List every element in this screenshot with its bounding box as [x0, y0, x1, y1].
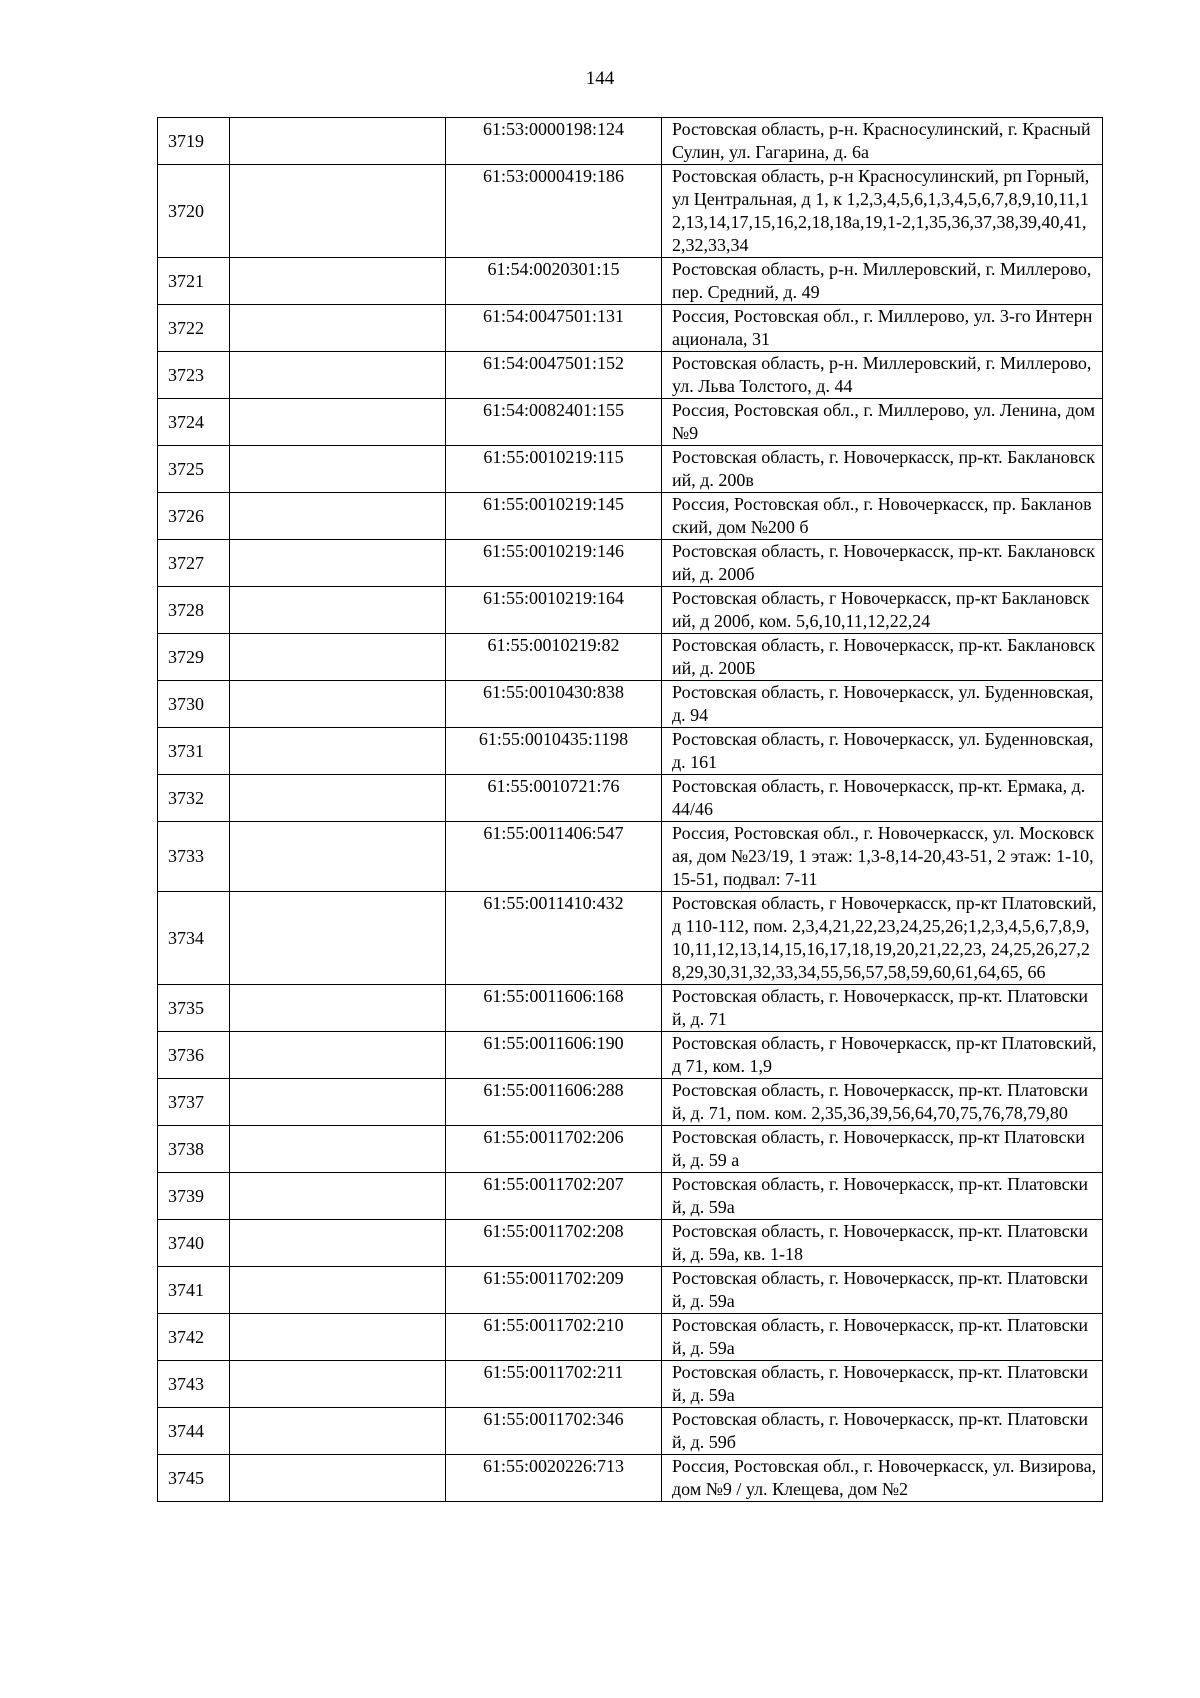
empty-cell	[230, 775, 446, 822]
cadastral-number-cell: 61:55:0011406:547	[446, 822, 662, 892]
address-cell: Ростовская область, г. Новочеркасск, ул. Буденновская, д. 161	[662, 728, 1103, 775]
cadastral-number-cell: 61:55:0010721:76	[446, 775, 662, 822]
cadastral-number-cell: 61:55:0011702:206	[446, 1126, 662, 1173]
row-number-cell: 3720	[158, 165, 230, 258]
table-row	[158, 1220, 1103, 1267]
cadastral-number-cell: 61:55:0011702:207	[446, 1173, 662, 1220]
table-row	[158, 118, 1103, 165]
empty-cell	[230, 587, 446, 634]
empty-cell	[230, 1361, 446, 1408]
empty-cell	[230, 1314, 446, 1361]
table-row	[158, 1079, 1103, 1126]
address-cell: Ростовская область, г Новочеркасск, пр-кт Платовский, д 71, ком. 1,9	[662, 1032, 1103, 1079]
address-cell: Россия, Ростовская обл., г. Миллерово, ул. 3-го Интернационала, 31	[662, 305, 1103, 352]
table-row	[158, 681, 1103, 728]
table-row	[158, 1314, 1103, 1361]
row-number-cell: 3729	[158, 634, 230, 681]
empty-cell	[230, 258, 446, 305]
empty-cell	[230, 681, 446, 728]
empty-cell	[230, 1173, 446, 1220]
table-row	[158, 352, 1103, 399]
row-number-cell: 3727	[158, 540, 230, 587]
cadastral-number-cell: 61:55:0011702:346	[446, 1408, 662, 1455]
row-number-cell: 3742	[158, 1314, 230, 1361]
table-row	[158, 1408, 1103, 1455]
cadastral-number-cell: 61:55:0011606:288	[446, 1079, 662, 1126]
registry-table	[157, 117, 1103, 1502]
empty-cell	[230, 728, 446, 775]
address-cell: Ростовская область, г. Новочеркасск, пр-кт. Платовский, д. 59а	[662, 1314, 1103, 1361]
cadastral-number-cell: 61:54:0020301:15	[446, 258, 662, 305]
row-number-cell: 3722	[158, 305, 230, 352]
address-cell: Ростовская область, г. Новочеркасск, пр-кт. Баклановский, д. 200в	[662, 446, 1103, 493]
table-row	[158, 1361, 1103, 1408]
table-row	[158, 305, 1103, 352]
row-number-cell: 3741	[158, 1267, 230, 1314]
empty-cell	[230, 446, 446, 493]
empty-cell	[230, 634, 446, 681]
table-row	[158, 892, 1103, 985]
row-number-cell: 3730	[158, 681, 230, 728]
address-cell: Ростовская область, г. Новочеркасск, пр-кт. Платовский, д. 59а, кв. 1-18	[662, 1220, 1103, 1267]
empty-cell	[230, 352, 446, 399]
empty-cell	[230, 118, 446, 165]
table-row	[158, 775, 1103, 822]
address-cell: Ростовская область, г. Новочеркасск, ул. Буденновская, д. 94	[662, 681, 1103, 728]
row-number-cell: 3745	[158, 1455, 230, 1502]
address-cell: Ростовская область, г. Новочеркасск, пр-кт. Баклановский, д. 200б	[662, 540, 1103, 587]
row-number-cell: 3724	[158, 399, 230, 446]
empty-cell	[230, 1408, 446, 1455]
table-row	[158, 493, 1103, 540]
empty-cell	[230, 540, 446, 587]
table-row	[158, 1455, 1103, 1502]
cadastral-number-cell: 61:55:0011410:432	[446, 892, 662, 985]
table-row	[158, 258, 1103, 305]
address-cell: Ростовская область, г. Новочеркасск, пр-кт. Платовский, д. 71	[662, 985, 1103, 1032]
table-row	[158, 1267, 1103, 1314]
empty-cell	[230, 822, 446, 892]
page-number: 144	[585, 68, 615, 89]
table-row	[158, 728, 1103, 775]
address-cell: Ростовская область, г. Новочеркасск, пр-кт. Платовский, д. 59а	[662, 1361, 1103, 1408]
row-number-cell: 3721	[158, 258, 230, 305]
table-row	[158, 1173, 1103, 1220]
address-cell: Ростовская область, г. Новочеркасск, пр-кт. Баклановский, д. 200Б	[662, 634, 1103, 681]
cadastral-number-cell: 61:55:0010219:146	[446, 540, 662, 587]
address-cell: Ростовская область, г. Новочеркасск, пр-кт. Ермака, д. 44/46	[662, 775, 1103, 822]
row-number-cell: 3736	[158, 1032, 230, 1079]
address-cell: Россия, Ростовская обл., г. Новочеркасск, ул. Визирова, дом №9 / ул. Клещева, дом №2	[662, 1455, 1103, 1502]
table-row	[158, 1126, 1103, 1173]
row-number-cell: 3728	[158, 587, 230, 634]
row-number-cell: 3725	[158, 446, 230, 493]
cadastral-number-cell: 61:55:0010430:838	[446, 681, 662, 728]
cadastral-number-cell: 61:55:0010435:1198	[446, 728, 662, 775]
row-number-cell: 3743	[158, 1361, 230, 1408]
address-cell: Ростовская область, г. Новочеркасск, пр-кт. Платовский, д. 71, пом. ком. 2,35,36,39,56,64,70,75,76,78,79,80	[662, 1079, 1103, 1126]
cadastral-number-cell: 61:55:0011606:168	[446, 985, 662, 1032]
cadastral-number-cell: 61:53:0000198:124	[446, 118, 662, 165]
empty-cell	[230, 1267, 446, 1314]
row-number-cell: 3739	[158, 1173, 230, 1220]
row-number-cell: 3744	[158, 1408, 230, 1455]
row-number-cell: 3740	[158, 1220, 230, 1267]
row-number-cell: 3732	[158, 775, 230, 822]
row-number-cell: 3719	[158, 118, 230, 165]
address-cell: Ростовская область, г. Новочеркасск, пр-кт. Платовский, д. 59а	[662, 1173, 1103, 1220]
row-number-cell: 3723	[158, 352, 230, 399]
cadastral-number-cell: 61:55:0010219:115	[446, 446, 662, 493]
row-number-cell: 3737	[158, 1079, 230, 1126]
address-cell: Россия, Ростовская обл., г. Новочеркасск, ул. Московская, дом №23/19, 1 этаж: 1,3-8,14-20,43-51, 2 этаж: 1-10,15-51, подвал: 7-11	[662, 822, 1103, 892]
cadastral-number-cell: 61:55:0011702:211	[446, 1361, 662, 1408]
empty-cell	[230, 1032, 446, 1079]
registry-table-body	[158, 118, 1103, 1502]
address-cell: Ростовская область, р-н. Красносулинский, г. Красный Сулин, ул. Гагарина, д. 6а	[662, 118, 1103, 165]
address-cell: Россия, Ростовская обл., г. Миллерово, ул. Ленина, дом №9	[662, 399, 1103, 446]
cadastral-number-cell: 61:55:0010219:82	[446, 634, 662, 681]
row-number-cell: 3735	[158, 985, 230, 1032]
table-row	[158, 587, 1103, 634]
empty-cell	[230, 399, 446, 446]
row-number-cell: 3731	[158, 728, 230, 775]
row-number-cell: 3726	[158, 493, 230, 540]
address-cell: Россия, Ростовская обл., г. Новочеркасск, пр. Баклановский, дом №200 б	[662, 493, 1103, 540]
empty-cell	[230, 985, 446, 1032]
address-cell: Ростовская область, г Новочеркасск, пр-кт Платовский, д 110-112, пом. 2,3,4,21,22,23,24,25,26;1,2,3,4,5,6,7,8,9,10,11,12,13,14,15,16,17,18,19,20,21,22,23, 24,25,26,27,28,29,30,31,32,33,34,55,56,57,58,59,60,61,64,65, 66	[662, 892, 1103, 985]
cadastral-number-cell: 61:55:0010219:145	[446, 493, 662, 540]
empty-cell	[230, 1126, 446, 1173]
table-row	[158, 1032, 1103, 1079]
cadastral-number-cell: 61:55:0010219:164	[446, 587, 662, 634]
address-cell: Ростовская область, г Новочеркасск, пр-кт Баклановский, д 200б, ком. 5,6,10,11,12,22,24	[662, 587, 1103, 634]
empty-cell	[230, 305, 446, 352]
address-cell: Ростовская область, г. Новочеркасск, пр-кт Платовский, д. 59 а	[662, 1126, 1103, 1173]
table-row	[158, 399, 1103, 446]
row-number-cell: 3733	[158, 822, 230, 892]
address-cell: Ростовская область, р-н Красносулинский, рп Горный, ул Центральная, д 1, к 1,2,3,4,5,6,1,3,4,5,6,7,8,9,10,11,12,13,14,17,15,16,2,18,18а,19,1-2,1,35,36,37,38,39,40,41,2,32,33,34	[662, 165, 1103, 258]
cadastral-number-cell: 61:54:0047501:152	[446, 352, 662, 399]
address-cell: Ростовская область, р-н. Миллеровский, г. Миллерово, пер. Средний, д. 49	[662, 258, 1103, 305]
row-number-cell: 3738	[158, 1126, 230, 1173]
address-cell: Ростовская область, г. Новочеркасск, пр-кт. Платовский, д. 59а	[662, 1267, 1103, 1314]
empty-cell	[230, 165, 446, 258]
empty-cell	[230, 1220, 446, 1267]
empty-cell	[230, 493, 446, 540]
table-row	[158, 165, 1103, 258]
cadastral-number-cell: 61:54:0082401:155	[446, 399, 662, 446]
cadastral-number-cell: 61:55:0020226:713	[446, 1455, 662, 1502]
empty-cell	[230, 892, 446, 985]
empty-cell	[230, 1079, 446, 1126]
row-number-cell: 3734	[158, 892, 230, 985]
table-row	[158, 985, 1103, 1032]
empty-cell	[230, 1455, 446, 1502]
table-row	[158, 822, 1103, 892]
cadastral-number-cell: 61:55:0011606:190	[446, 1032, 662, 1079]
table-row	[158, 634, 1103, 681]
address-cell: Ростовская область, г. Новочеркасск, пр-кт. Платовский, д. 59б	[662, 1408, 1103, 1455]
address-cell: Ростовская область, р-н. Миллеровский, г. Миллерово, ул. Льва Толстого, д. 44	[662, 352, 1103, 399]
cadastral-number-cell: 61:55:0011702:210	[446, 1314, 662, 1361]
cadastral-number-cell: 61:53:0000419:186	[446, 165, 662, 258]
cadastral-number-cell: 61:55:0011702:208	[446, 1220, 662, 1267]
table-row	[158, 446, 1103, 493]
cadastral-number-cell: 61:54:0047501:131	[446, 305, 662, 352]
table-row	[158, 540, 1103, 587]
cadastral-number-cell: 61:55:0011702:209	[446, 1267, 662, 1314]
